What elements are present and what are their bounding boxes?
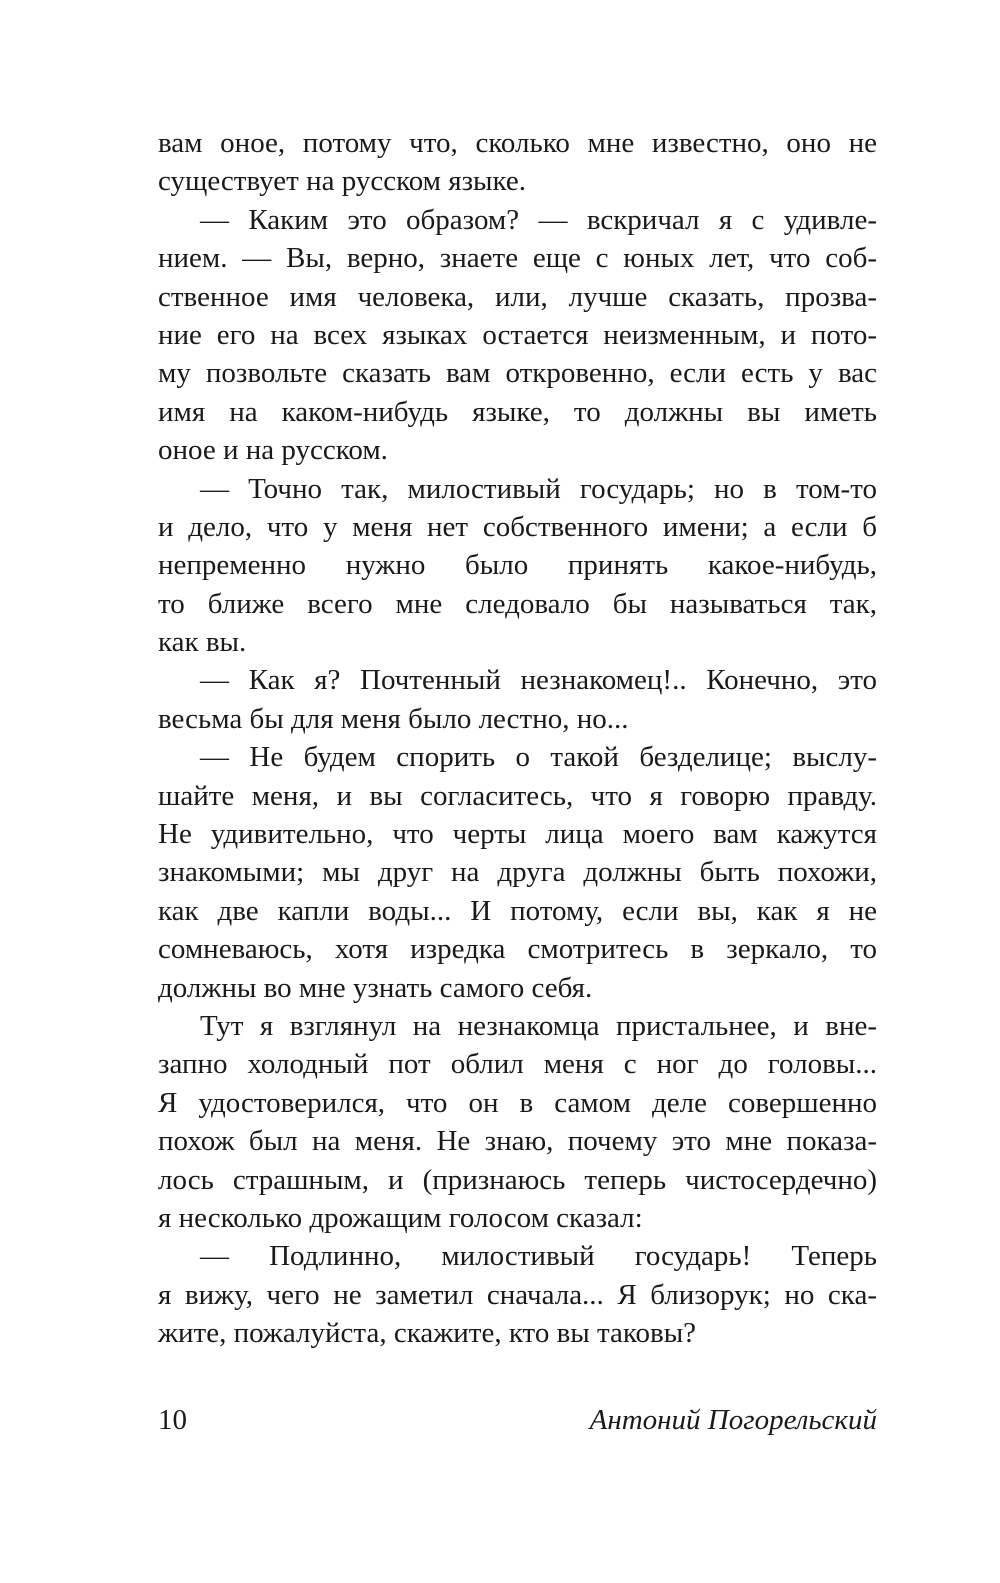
page-number: 10 (158, 1404, 187, 1436)
page-footer (158, 1404, 877, 1444)
text-line: Не удивительно, что черты лица моего вам кажутся (158, 818, 877, 851)
text-line: имя на каком-нибудь языке, то должны вы иметь (158, 395, 877, 428)
text-line: нием. — Вы, верно, знаете еще с юных лет, что соб- (158, 242, 877, 275)
text-line: — Точно так, милостивый государь; но в том-то (200, 472, 877, 505)
text-line: весьма бы для меня было лестно, но... (158, 702, 629, 735)
text-line: Тут я взглянул на незнакомца пристальнее, и вне- (200, 1009, 877, 1042)
text-line: лось страшным, и (признаюсь теперь чистосердечно) (158, 1163, 877, 1196)
text-line: похож был на меня. Не знаю, почему это мне показа- (158, 1125, 877, 1158)
text-line: — Подлинно, милостивый государь! Теперь (200, 1240, 877, 1273)
text-line: — Не будем спорить о такой безделице; выслу- (200, 741, 877, 774)
text-line: шайте меня, и вы согласитесь, что я говорю правду. (158, 779, 877, 812)
text-line: жите, пожалуйста, скажите, кто вы таковы? (158, 1317, 697, 1350)
text-line: оное и на русском. (158, 434, 388, 467)
body-text (158, 124, 877, 1353)
text-line: ние его на всех языках остается неизменным, и пото- (158, 318, 877, 351)
text-line: знакомыми; мы друг на друга должны быть похожи, (158, 856, 877, 889)
text-line: ственное имя человека, или, лучше сказать, прозва- (158, 280, 877, 313)
text-line: непременно нужно было принять какое-нибудь, (158, 549, 877, 582)
text-line: как две капли воды... И потому, если вы, как я не (158, 894, 877, 927)
text-line: — Каким это образом? — вскричал я с удивле- (200, 203, 877, 236)
text-line: и дело, что у меня нет собственного имени; а если б (158, 510, 877, 543)
text-line: вам оное, потому что, сколько мне известно, оно не (158, 127, 877, 159)
text-line: должны во мне узнать самого себя. (158, 971, 593, 1004)
text-line: я несколько дрожащим голосом сказал: (158, 1201, 643, 1234)
text-line: я вижу, чего не заметил сначала... Я близорук; но ска- (158, 1278, 877, 1311)
text-line: — Как я? Почтенный незнакомец!.. Конечно, это (200, 664, 877, 697)
running-author: Антоний Погорельский (589, 1404, 877, 1436)
text-line: как вы. (158, 626, 247, 659)
text-line: сомневаюсь, хотя изредка смотритесь в зеркало, то (158, 933, 877, 966)
text-line: му позвольте сказать вам откровенно, если есть у вас (158, 357, 877, 390)
text-line: существует на русском языке. (158, 165, 527, 198)
text-line: Я удостоверился, что он в самом деле совершенно (158, 1086, 877, 1119)
text-line: запно холодный пот облил меня с ног до головы... (158, 1048, 877, 1081)
text-line: то ближе всего мне следовало бы называться так, (158, 587, 877, 620)
